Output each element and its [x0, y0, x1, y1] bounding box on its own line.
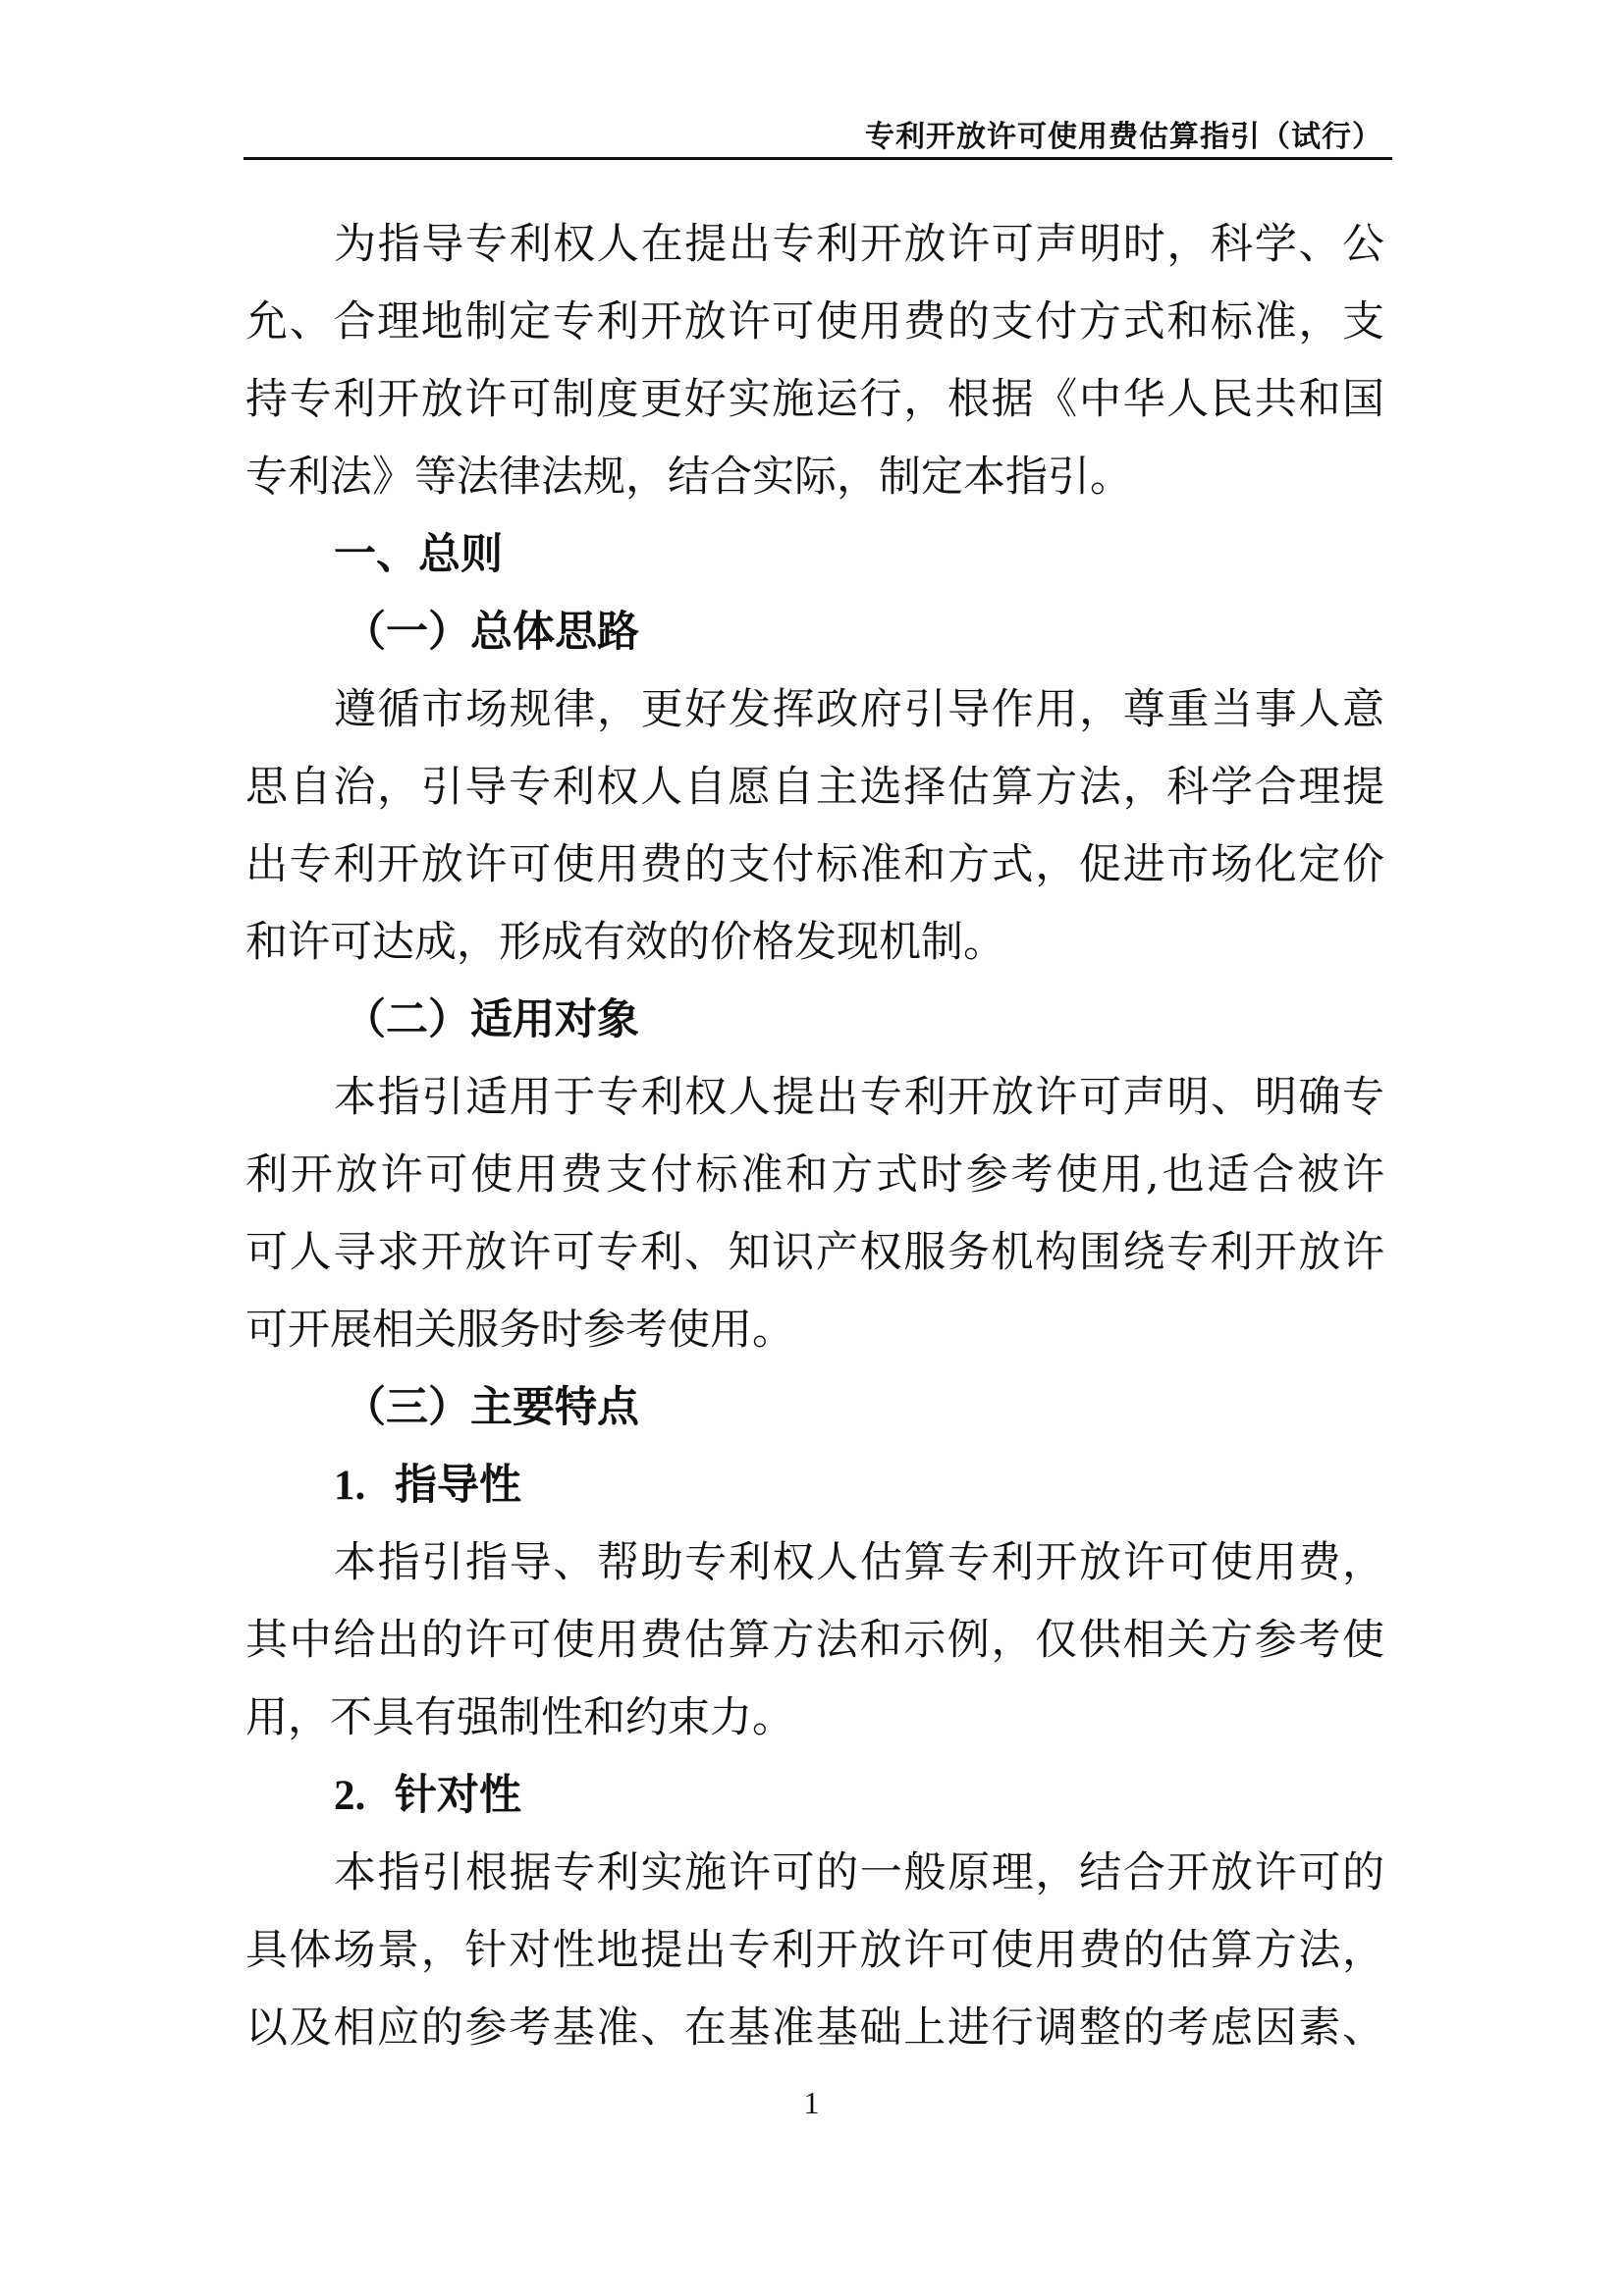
paragraph-line: 持专利开放许可制度更好实施运行，根据《中华人民共和国 — [245, 375, 1384, 424]
item-number: 1. — [334, 1463, 366, 1509]
paragraph-line: 用，不具有强制性和约束力。 — [245, 1693, 794, 1742]
paragraph-line: 允、合理地制定专利开放许可使用费的支付方式和标准，支 — [245, 297, 1384, 347]
paragraph-line: 以及相应的参考基准、在基准基础上进行调整的考虑因素、 — [245, 2003, 1384, 2053]
subsection-heading: （三）主要特点 — [344, 1383, 639, 1432]
paragraph-line: 遵循市场规律，更好发挥政府引导作用，尊重当事人意 — [334, 685, 1384, 734]
item-title: 指导性 — [395, 1461, 521, 1510]
paragraph-line: 本指引适用于专利权人提出专利开放许可声明、明确专 — [334, 1073, 1384, 1122]
item-heading — [245, 1447, 1384, 1524]
paragraph-line: 其中给出的许可使用费估算方法和示例，仅供相关方参考使 — [245, 1616, 1384, 1665]
item-heading — [245, 1757, 1384, 1835]
subsection-heading: （二）适用对象 — [344, 995, 639, 1044]
paragraph-line: 本指引根据专利实施许可的一般原理，结合开放许可的 — [334, 1848, 1384, 1897]
item-number: 2. — [334, 1773, 366, 1819]
paragraph-line: 专利法》等法律法规，结合实际，制定本指引。 — [245, 453, 1132, 502]
paragraph-line: 思自治，引导专利权人自愿自主选择估算方法，科学合理提 — [245, 763, 1384, 812]
paragraph-line: 具体场景，针对性地提出专利开放许可使用费的估算方法， — [245, 1926, 1384, 1975]
paragraph-line: 利开放许可使用费支付标准和方式时参考使用,也适合被许 — [245, 1150, 1384, 1200]
page-number: 1 — [803, 2085, 820, 2120]
page-header — [243, 106, 1392, 160]
paragraph-line: 和许可达成，形成有效的价格发现机制。 — [245, 918, 1005, 967]
paragraph-line: 出专利开放许可使用费的支付标准和方式，促进市场化定价 — [245, 840, 1384, 889]
section-heading: 一、总则 — [334, 530, 503, 579]
subsection-heading: （一）总体思路 — [344, 608, 639, 657]
item-title: 针对性 — [395, 1771, 521, 1820]
paragraph-line: 本指引指导、帮助专利权人估算专利开放许可使用费， — [334, 1538, 1384, 1587]
paragraph-line: 可开展相关服务时参考使用。 — [245, 1306, 794, 1355]
document-title: 专利开放许可使用费估算指引（试行） — [865, 120, 1382, 154]
document-body — [245, 206, 1384, 2067]
paragraph-line: 为指导专利权人在提出专利开放许可声明时，科学、公 — [334, 220, 1384, 269]
paragraph-line: 可人寻求开放许可专利、知识产权服务机构围绕专利开放许 — [245, 1228, 1384, 1277]
